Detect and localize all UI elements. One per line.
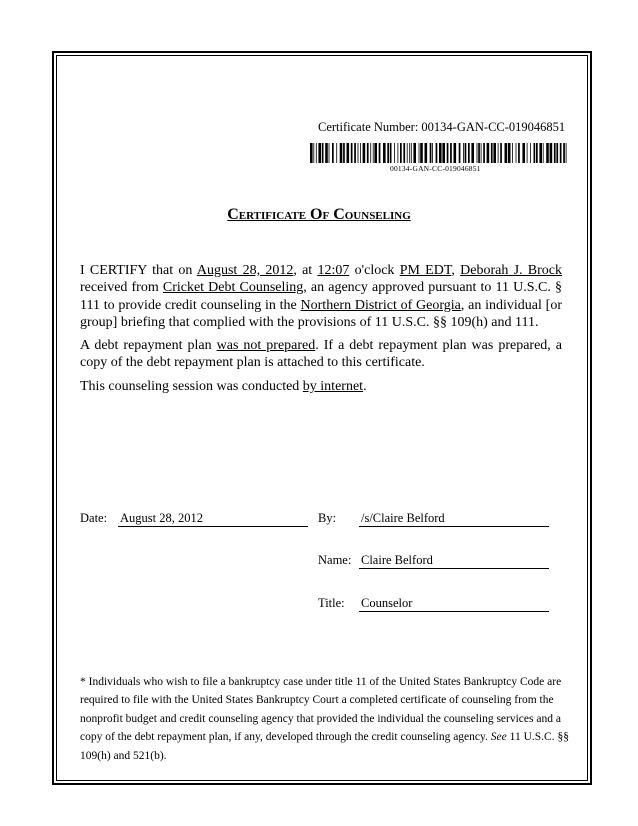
footnote-text-a: * Individuals who wish to file a bankruptcy case under title 11 of the United States Bankruptcy Code are required to file with the United States Bankruptcy Court a completed certificate of counseling from the nonprofit budget and credit counseling agency that provided the individual the counseling services and a copy of the debt repayment plan, if any, developed through the credit counseling agency. bbox=[80, 676, 562, 744]
barcode-bar bbox=[459, 143, 461, 163]
barcode-bar bbox=[560, 143, 562, 163]
barcode-bar bbox=[522, 143, 525, 163]
barcode-bar bbox=[432, 143, 433, 163]
barcode-bar bbox=[400, 143, 402, 163]
barcode-bar bbox=[534, 143, 536, 163]
certificate-body bbox=[80, 262, 562, 401]
barcode-bar bbox=[425, 143, 428, 163]
barcode-bar bbox=[481, 143, 482, 163]
barcode-bar bbox=[430, 143, 432, 163]
barcode-bar bbox=[546, 143, 549, 163]
barcode-bar bbox=[518, 143, 520, 163]
barcode-bar bbox=[398, 143, 399, 163]
barcode-bar bbox=[373, 143, 374, 163]
barcode-bar bbox=[387, 143, 389, 163]
barcode-bar bbox=[463, 143, 464, 163]
barcode-bar bbox=[367, 143, 369, 163]
barcode-bar bbox=[516, 143, 517, 163]
date-line bbox=[118, 526, 308, 527]
barcode-bar bbox=[322, 143, 324, 163]
barcode-bar bbox=[556, 143, 558, 163]
barcode-bar bbox=[491, 143, 493, 163]
barcode-bar bbox=[351, 143, 353, 163]
barcode-bar bbox=[471, 143, 474, 163]
barcode-bar bbox=[505, 143, 508, 163]
name-value: Claire Belford bbox=[361, 553, 433, 567]
barcode-bar bbox=[439, 143, 442, 163]
barcode-bar bbox=[500, 143, 502, 163]
title-line bbox=[359, 611, 549, 612]
p1-text-e: received from bbox=[80, 280, 163, 296]
footnote-see: See bbox=[490, 731, 507, 744]
barcode-bar bbox=[358, 143, 359, 163]
barcode-bar bbox=[468, 143, 470, 163]
date-value: August 28, 2012 bbox=[120, 511, 203, 525]
barcode-bar bbox=[512, 143, 513, 163]
p2-text-a: A debt repayment plan bbox=[80, 338, 217, 354]
barcode-bar bbox=[493, 143, 496, 163]
p1-text-c: o'clock bbox=[349, 263, 400, 278]
barcode bbox=[310, 143, 567, 163]
date-label: Date: bbox=[80, 511, 108, 525]
p1-text-a: I CERTIFY that on bbox=[80, 263, 197, 278]
barcode-bar bbox=[336, 143, 337, 163]
barcode-bar bbox=[508, 143, 511, 163]
barcode-bar bbox=[370, 143, 371, 163]
barcode-bar bbox=[554, 143, 556, 163]
barcode-bar bbox=[343, 143, 345, 163]
agency-name: Cricket Debt Counseling bbox=[162, 280, 304, 296]
barcode-bar bbox=[550, 143, 553, 163]
barcode-bar bbox=[383, 143, 386, 163]
barcode-bar bbox=[394, 143, 395, 163]
session-method: by internet bbox=[302, 378, 364, 394]
barcode-bar bbox=[447, 143, 449, 163]
barcode-bar bbox=[419, 143, 420, 163]
title-text: Certificate Of Counseling bbox=[227, 206, 411, 223]
barcode-bar bbox=[465, 143, 467, 163]
footnote bbox=[80, 673, 570, 765]
plan-status: was not prepared bbox=[216, 338, 316, 354]
barcode-bar bbox=[566, 143, 567, 163]
name-line bbox=[359, 568, 549, 569]
barcode-bar bbox=[530, 143, 531, 163]
p3-text-b: . bbox=[363, 378, 367, 394]
barcode-bar bbox=[454, 143, 457, 163]
barcode-bar bbox=[442, 143, 445, 163]
counseling-time: 12:07 bbox=[317, 263, 350, 278]
barcode-bar bbox=[374, 143, 377, 163]
by-value: /s/Claire Belford bbox=[361, 511, 445, 525]
barcode-bar bbox=[477, 143, 478, 163]
barcode-bar bbox=[363, 143, 366, 163]
barcode-bar bbox=[332, 143, 334, 163]
barcode-bar bbox=[527, 143, 528, 163]
barcode-bar bbox=[436, 143, 438, 163]
barcode-bar bbox=[360, 143, 361, 163]
barcode-bar bbox=[563, 143, 565, 163]
p1-text-b: , at bbox=[293, 263, 318, 278]
p1-text-f: , an agency approved pursuant to 11 U.S.C. § 111 to provide credit counseling in the bbox=[80, 280, 562, 313]
p3-text-a: This counseling session was conducted bbox=[80, 378, 303, 394]
barcode-bar bbox=[347, 143, 350, 163]
p1-text-d: , bbox=[451, 263, 461, 278]
barcode-bar bbox=[316, 143, 317, 163]
barcode-caption: 00134-GAN-CC-019046851 bbox=[390, 164, 481, 173]
barcode-bar bbox=[413, 143, 416, 163]
debtor-name: Deborah J. Brock bbox=[460, 263, 562, 278]
title-label: Title: bbox=[318, 596, 345, 610]
title-value: Counselor bbox=[361, 596, 413, 610]
district-name: Northern District of Georgia bbox=[300, 297, 461, 313]
name-label: Name: bbox=[318, 553, 352, 567]
barcode-bar bbox=[411, 143, 412, 163]
barcode-bar bbox=[539, 143, 542, 163]
time-zone: PM EDT bbox=[399, 263, 452, 278]
barcode-bar bbox=[420, 143, 423, 163]
certification-paragraph bbox=[80, 262, 562, 331]
barcode-bar bbox=[390, 143, 392, 163]
barcode-bar bbox=[379, 143, 381, 163]
barcode-bar bbox=[407, 143, 408, 163]
barcode-bar bbox=[310, 143, 313, 163]
barcode-bar bbox=[543, 143, 544, 163]
barcode-bar bbox=[354, 143, 356, 163]
barcode-bar bbox=[483, 143, 485, 163]
p1-text-g: , an individual [or group] briefing that complied with the provisions of 11 U.S.C. §§ 109(h) and 111. bbox=[80, 297, 562, 330]
p2-text-b: . If a debt repayment plan was prepared, a copy of the debt repayment plan is attached to this certificate. bbox=[80, 338, 562, 371]
barcode-bar bbox=[340, 143, 343, 163]
barcode-bar bbox=[403, 143, 405, 163]
counseling-date: August 28, 2012 bbox=[196, 263, 294, 278]
barcode-bar bbox=[325, 143, 328, 163]
method-paragraph bbox=[80, 378, 562, 395]
footnote-text-b: 11 U.S.C. §§ 109(h) and 521(b). bbox=[80, 731, 569, 762]
barcode-bar bbox=[478, 143, 480, 163]
barcode-bar bbox=[487, 143, 490, 163]
by-label: By: bbox=[318, 511, 337, 525]
barcode-bar bbox=[536, 143, 538, 163]
certificate-number: Certificate Number: 00134-GAN-CC-019046851 bbox=[318, 120, 566, 134]
plan-paragraph bbox=[80, 337, 562, 372]
barcode-bar bbox=[498, 143, 499, 163]
barcode-bar bbox=[450, 143, 452, 163]
barcode-bar bbox=[313, 143, 314, 163]
barcode-bar bbox=[329, 143, 330, 163]
certificate-title bbox=[0, 206, 638, 224]
barcode-bar bbox=[409, 143, 410, 163]
barcode-bar bbox=[318, 143, 321, 163]
by-line bbox=[359, 526, 549, 527]
